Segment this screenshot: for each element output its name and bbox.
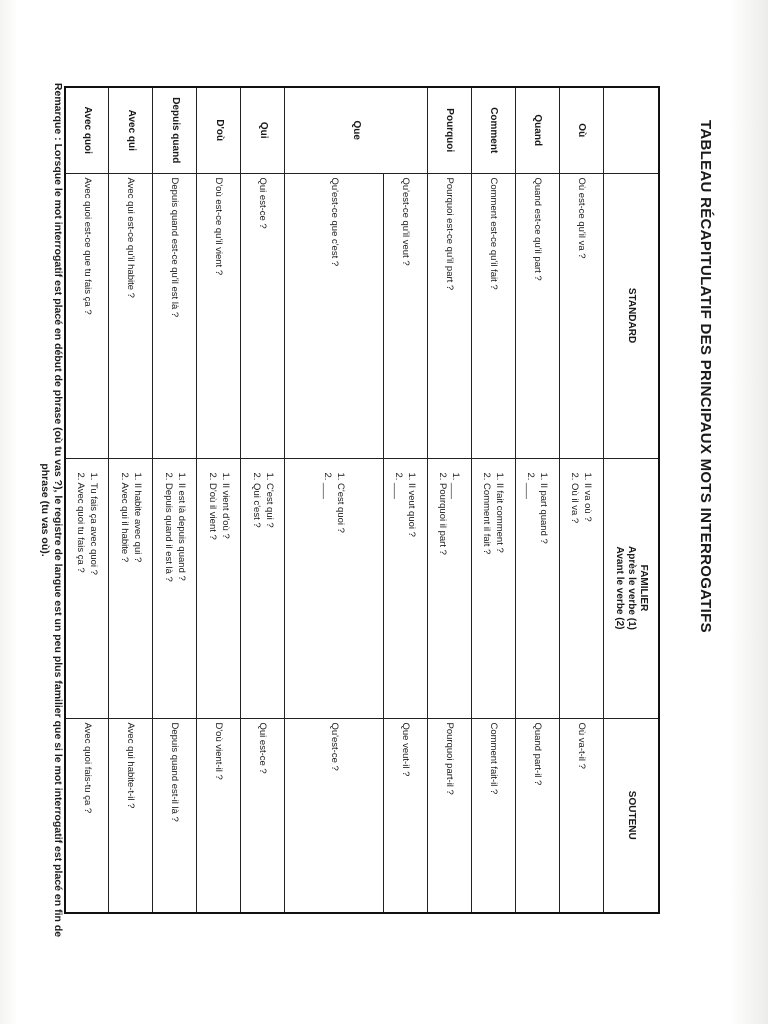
summary-table bbox=[64, 86, 660, 914]
familier-item: 1. Il part quand ? bbox=[538, 472, 550, 544]
familier-cell bbox=[516, 458, 560, 718]
header-soutenu: SOUTENU bbox=[604, 718, 660, 913]
familier-item: 1. ___ bbox=[450, 472, 462, 499]
word-cell: D'où bbox=[197, 87, 241, 173]
soutenu-cell: Avec qui habite-t-il ? bbox=[109, 718, 153, 913]
header-standard: STANDARD bbox=[604, 173, 660, 458]
soutenu-cell: Qu'est-ce ? bbox=[285, 718, 384, 913]
table-row bbox=[65, 87, 109, 913]
familier-cell bbox=[109, 458, 153, 718]
familier-item: 1. Il est là depuis quand ? bbox=[176, 472, 187, 581]
familier-item: 2. ___ bbox=[393, 472, 405, 499]
soutenu-cell: Qui est-ce ? bbox=[241, 718, 285, 913]
familier-item: 1. C'est quoi ? bbox=[335, 472, 347, 533]
familier-cell bbox=[241, 458, 285, 718]
word-cell: Depuis quand bbox=[153, 87, 197, 173]
familier-item: 2. D'où il vient ? bbox=[207, 472, 218, 540]
header-word bbox=[604, 87, 660, 173]
word-cell: Comment bbox=[472, 87, 516, 173]
standard-cell: Avec quoi est-ce que tu fais ça ? bbox=[65, 173, 109, 458]
table-row bbox=[197, 87, 241, 913]
soutenu-cell: Pourquoi part-il ? bbox=[428, 718, 472, 913]
word-cell: Où bbox=[560, 87, 604, 173]
standard-cell: Où est-ce qu'il va ? bbox=[560, 173, 604, 458]
standard-cell: Qu'est-ce qu'il veut ? bbox=[384, 173, 428, 458]
familier-cell bbox=[472, 458, 516, 718]
remark-note: Remarque : Lorsque le mot interrogatif est placé en début de phrase (où tu vas ?), le registre de langue est un peu plus familier que si le mot interrogatif est placé en fin de phrase (tu vas où). bbox=[39, 82, 64, 938]
familier-cell bbox=[428, 458, 472, 718]
table-row bbox=[109, 87, 153, 913]
header-familier-line2: Après le verbe (1) bbox=[626, 546, 637, 630]
familier-item: 2. Pourquoi il part ? bbox=[437, 472, 449, 555]
table-row bbox=[285, 87, 384, 913]
word-cell: Que bbox=[285, 87, 428, 173]
familier-item: 1. C'est qui ? bbox=[264, 472, 275, 528]
familier-item: 2. Qui c'est ? bbox=[251, 472, 262, 528]
familier-cell bbox=[285, 458, 384, 718]
familier-cell bbox=[65, 458, 109, 718]
header-familier-line1: FAMILIER bbox=[638, 564, 649, 612]
standard-cell: Depuis quand est-ce qu'il est là ? bbox=[153, 173, 197, 458]
standard-cell: D'où est-ce qu'il vient ? bbox=[197, 173, 241, 458]
familier-item: 1. Il vient d'où ? bbox=[220, 472, 231, 539]
familier-item: 1. Il habite avec qui ? bbox=[132, 472, 143, 563]
familier-item: 2. Avec quoi tu fais ça ? bbox=[75, 472, 87, 573]
standard-cell: Quand est-ce qu'il part ? bbox=[516, 173, 560, 458]
familier-item: 1. Il veut quoi ? bbox=[406, 472, 418, 537]
standard-cell: Comment est-ce qu'il fait ? bbox=[472, 173, 516, 458]
familier-item: 1. Tu fais ça avec quoi ? bbox=[88, 472, 100, 575]
table-row bbox=[472, 87, 516, 913]
soutenu-cell: Où va-t-il ? bbox=[560, 718, 604, 913]
page-title: TABLEAU RÉCAPITULATIF DES PRINCIPAUX MOTS INTERROGATIFS bbox=[697, 120, 714, 633]
header-familier-line3: Avant le verbe (2) bbox=[614, 546, 625, 630]
table-row bbox=[428, 87, 472, 913]
familier-item: 1. Il fait comment ? bbox=[494, 472, 506, 553]
standard-cell: Pourquoi est-ce qu'il part ? bbox=[428, 173, 472, 458]
header-familier bbox=[604, 458, 660, 718]
word-cell: Pourquoi bbox=[428, 87, 472, 173]
familier-cell bbox=[384, 458, 428, 718]
familier-item: 2. ___ bbox=[322, 472, 334, 499]
table-row bbox=[560, 87, 604, 913]
table-header-row bbox=[604, 87, 660, 913]
familier-cell bbox=[153, 458, 197, 718]
standard-cell: Qui est-ce ? bbox=[241, 173, 285, 458]
table-row bbox=[384, 87, 428, 913]
familier-item: 2. Comment il fait ? bbox=[481, 472, 493, 555]
soutenu-cell: Avec quoi fais-tu ça ? bbox=[65, 718, 109, 913]
table-row bbox=[241, 87, 285, 913]
soutenu-cell: Depuis quand est-il là ? bbox=[153, 718, 197, 913]
standard-cell: Avec qui est-ce qu'il habite ? bbox=[109, 173, 153, 458]
soutenu-cell: Que veut-il ? bbox=[384, 718, 428, 913]
familier-item: 2. Depuis quand il est là ? bbox=[163, 472, 174, 582]
familier-cell bbox=[197, 458, 241, 718]
familier-item: 1. Il va où ? bbox=[582, 472, 594, 522]
word-cell: Qui bbox=[241, 87, 285, 173]
soutenu-cell: Quand part-il ? bbox=[516, 718, 560, 913]
soutenu-cell: Comment fait-il ? bbox=[472, 718, 516, 913]
standard-cell: Qu'est-ce que c'est ? bbox=[285, 173, 384, 458]
table-row bbox=[153, 87, 197, 913]
familier-cell bbox=[560, 458, 604, 718]
familier-item: 2. ___ bbox=[525, 472, 537, 499]
familier-item: 2. Avec qui il habite ? bbox=[119, 472, 130, 563]
table-row bbox=[516, 87, 560, 913]
word-cell: Avec quoi bbox=[65, 87, 109, 173]
word-cell: Quand bbox=[516, 87, 560, 173]
word-cell: Avec qui bbox=[109, 87, 153, 173]
soutenu-cell: D'où vient-il ? bbox=[197, 718, 241, 913]
familier-item: 2. Où il va ? bbox=[569, 472, 581, 524]
